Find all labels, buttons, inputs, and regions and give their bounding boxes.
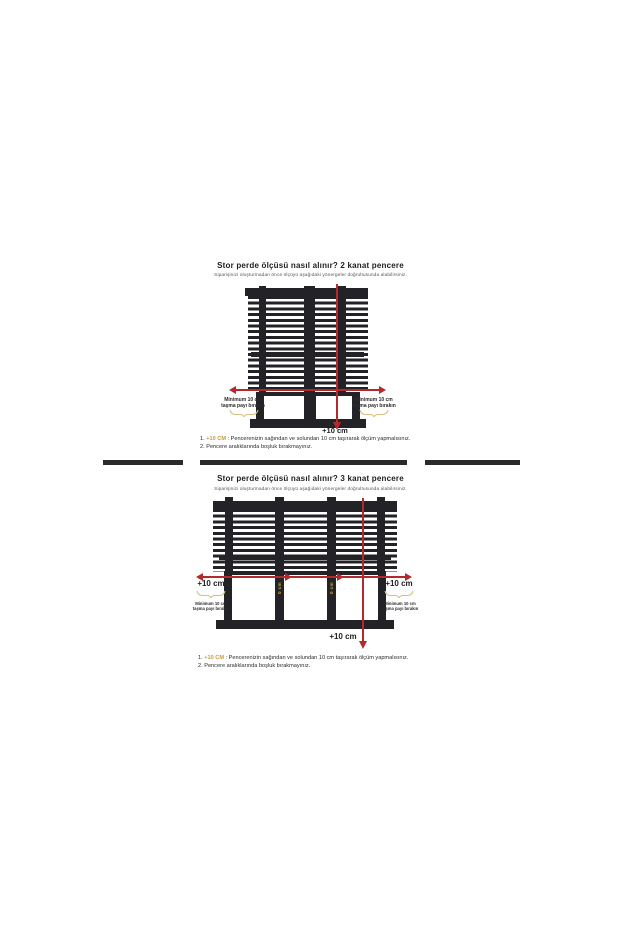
margin-label-line1: Minimum 10 cm [195,601,227,606]
divider-segment [103,460,183,465]
blind-tape [259,286,266,393]
margin-label-line2: taşma payı bırakın [381,606,419,612]
note-line-2: 2. Pencere aralıklarında boşluk bırakmayınız. [198,662,311,669]
right-margin-label [367,601,433,611]
gap-zero-label: 0 cm [276,581,282,595]
blind-tape [338,286,346,393]
left-margin-label [178,601,244,611]
note-text: : Pencerenizin sağından ve solundan 10 cm taşırarak ölçüm yapmalısınız. [225,655,409,661]
height-measure-line [336,284,338,423]
blind-tape [304,286,315,393]
section-subtitle: Siparişinizi oluşturmadan önce ölçüyü aşağıdaki yönergeler doğrultusunda alabilirsiniz. [214,487,407,492]
brace-icon [384,590,414,598]
divider-segment [200,460,407,465]
right-side-measure-label: +10 cm [385,579,413,588]
note-line-2: 2. Pencere aralıklarında boşluk bırakmayınız. [200,443,313,450]
margin-label-line2: taşma payı bırakın [221,403,265,409]
arrow-right-icon [379,386,386,394]
left-margin-label [210,397,276,409]
note-number: 1. [200,436,205,442]
margin-label-line2: taşma payı bırakın [352,403,396,409]
section-title: Stor perde ölçüsü nasıl alınır? 3 kanat pencere [217,474,404,483]
blind-tape [225,497,233,572]
blind-tape [377,497,385,572]
note-text: : Pencerenizin sağından ve solundan 10 cm taşırarak ölçüm yapmalısınız. [227,436,411,442]
width-measure-line [236,389,379,391]
window-transom [251,352,364,357]
window-sill [216,620,394,629]
arrow-left-icon [229,386,236,394]
margin-label-line1: Minimum 10 cm [384,601,416,606]
width-measure-line [203,576,405,578]
note-highlight: +10 CM [206,436,226,442]
section-title: Stor perde ölçüsü nasıl alınır? 2 kanat pencere [217,261,404,270]
section-subtitle: Siparişinizi oluşturmadan önce ölçüyü aşağıdaki yönergeler doğrultusunda alabilirsiniz. [214,273,407,278]
right-margin-label [341,397,407,409]
arrow-right-icon [285,573,292,581]
brace-icon [229,409,259,417]
window-mullion [304,392,316,420]
blind-tape [327,497,336,572]
left-side-measure-label: +10 cm [197,579,225,588]
margin-label-line1: Minimum 10 cm [355,397,393,403]
divider-segment [425,460,520,465]
brace-icon [359,409,389,417]
gap-zero-label: 0 cm [328,581,334,595]
section-notes [198,655,458,670]
note-line-1 [198,655,458,663]
note-highlight: +10 CM [204,655,224,661]
height-measure-line [362,498,364,642]
brace-icon [196,590,226,598]
note-line-1 [200,436,450,444]
section-notes [200,436,450,451]
blind-tape [275,497,284,572]
arrow-down-icon [359,641,367,649]
blind-valance [213,501,397,509]
window-transom [219,555,391,560]
arrow-right-icon [337,573,344,581]
margin-label-line1: Minimum 10 cm [224,397,262,403]
margin-label-line2: taşma payı bırakın [192,606,230,612]
bottom-measure-label: +10 cm [322,426,348,435]
note-number: 1. [198,655,203,661]
bottom-measure-label: +10 cm [329,632,357,641]
blind-slats [213,509,397,572]
